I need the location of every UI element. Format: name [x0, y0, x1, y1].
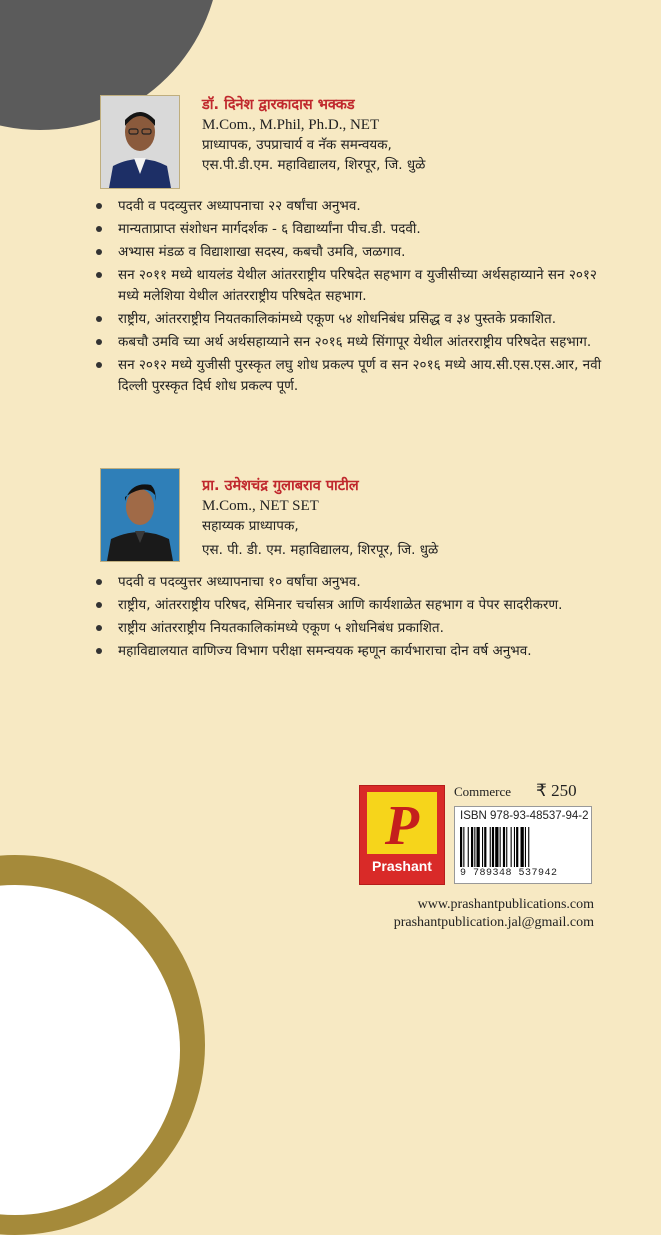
- list-item: अभ्यास मंडळ व विद्याशाखा सदस्य, कबचौ उमवि, जळगाव.: [90, 242, 610, 263]
- book-category: Commerce: [454, 784, 512, 799]
- author-1-name: डॉ. दिनेश द्वारकादास भक्कड: [202, 97, 355, 113]
- isbn-barcode: [454, 806, 592, 884]
- publisher-emblem-icon: [367, 792, 437, 854]
- bullet-icon: [96, 579, 102, 585]
- author-1-photo: [100, 95, 180, 189]
- author-1-achievements: [90, 196, 610, 399]
- bullet-icon: [96, 249, 102, 255]
- list-item: पदवी व पदव्युत्तर अध्यापनाचा २२ वर्षांचा अनुभव.: [90, 196, 610, 217]
- author-2-designation: सहाय्यक प्राध्यापक,: [202, 518, 299, 534]
- author-2-degrees: M.Com., NET SET: [202, 498, 319, 514]
- publisher-email[interactable]: prashantpublication.jal@gmail.com: [393, 915, 594, 930]
- bullet-icon: [96, 226, 102, 232]
- list-item: कबचौ उमवि च्या अर्थ अर्थसहाय्याने सन २०१६ मध्ये सिंगापूर येथील आंतरराष्ट्रीय परिषदेत सहभाग.: [90, 332, 610, 353]
- book-price: ₹ 250: [536, 781, 577, 800]
- bullet-icon: [96, 625, 102, 631]
- author-1-designation: प्राध्यापक, उपप्राचार्य व नॅक समन्वयक,: [202, 137, 392, 153]
- author-2-achievements: [90, 572, 610, 664]
- list-item: राष्ट्रीय, आंतरराष्ट्रीय नियतकालिकांमध्ये एकूण ५४ शोधनिबंध प्रसिद्ध व ३४ पुस्तके प्रकाशित.: [90, 309, 610, 330]
- barcode-icon: [460, 827, 586, 867]
- publisher-contact: [394, 896, 594, 932]
- bullet-icon: [96, 339, 102, 345]
- isbn-number: ISBN 978-93-48537-94-2: [460, 810, 589, 822]
- barcode-digits: 9 789348 537942: [460, 868, 558, 879]
- author-2-name: प्रा. उमेशचंद्र गुलाबराव पाटील: [202, 478, 359, 494]
- bullet-icon: [96, 272, 102, 278]
- publisher-website[interactable]: www.prashantpublications.com: [417, 897, 594, 912]
- list-item: महाविद्यालयात वाणिज्य विभाग परीक्षा समन्वयक म्हणून कार्यभाराचा दोन वर्ष अनुभव.: [90, 641, 610, 662]
- bullet-icon: [96, 602, 102, 608]
- list-item: सन २०१२ मध्ये युजीसी पुरस्कृत लघु शोध प्रकल्प पूर्ण व सन २०१६ मध्ये आय.सी.एस.एस.आर, नवी दिल्ली पुरस्कृत दिर्घ शोध प्रकल्प पूर्ण.: [90, 355, 610, 397]
- svg-text:P: P: [384, 795, 420, 854]
- author-2-photo: [100, 468, 180, 562]
- author-2-college: एस. पी. डी. एम. महाविद्यालय, शिरपूर, जि. धुळे: [202, 542, 439, 558]
- bullet-icon: [96, 648, 102, 654]
- bullet-icon: [96, 316, 102, 322]
- list-item: सन २०११ मध्ये थायलंड येथील आंतरराष्ट्रीय परिषदेत सहभाग व युजीसीच्या अर्थसहाय्याने सन २०१२ मध्ये मलेशिया येथील आंतरराष्ट्रीय परिषदेत सहभाग.: [90, 265, 610, 307]
- list-item: राष्ट्रीय, आंतरराष्ट्रीय परिषद, सेमिनार चर्चासत्र आणि कार्यशाळेत सहभाग व पेपर सादरीकरण.: [90, 595, 610, 616]
- author-1-college: एस.पी.डी.एम. महाविद्यालय, शिरपूर, जि. धुळे: [202, 157, 426, 173]
- bullet-icon: [96, 203, 102, 209]
- publisher-brand: Prashant: [372, 858, 432, 874]
- list-item: राष्ट्रीय आंतरराष्ट्रीय नियतकालिकांमध्ये एकूण ५ शोधनिबंध प्रकाशित.: [90, 618, 610, 639]
- author-1-degrees: M.Com., M.Phil, Ph.D., NET: [202, 117, 380, 133]
- list-item: पदवी व पदव्युत्तर अध्यापनाचा १० वर्षांचा अनुभव.: [90, 572, 610, 593]
- bullet-icon: [96, 362, 102, 368]
- list-item: मान्यताप्राप्त संशोधन मार्गदर्शक - ६ विद्यार्थ्यांना पीच.डी. पदवी.: [90, 219, 610, 240]
- publisher-logo: [359, 785, 445, 885]
